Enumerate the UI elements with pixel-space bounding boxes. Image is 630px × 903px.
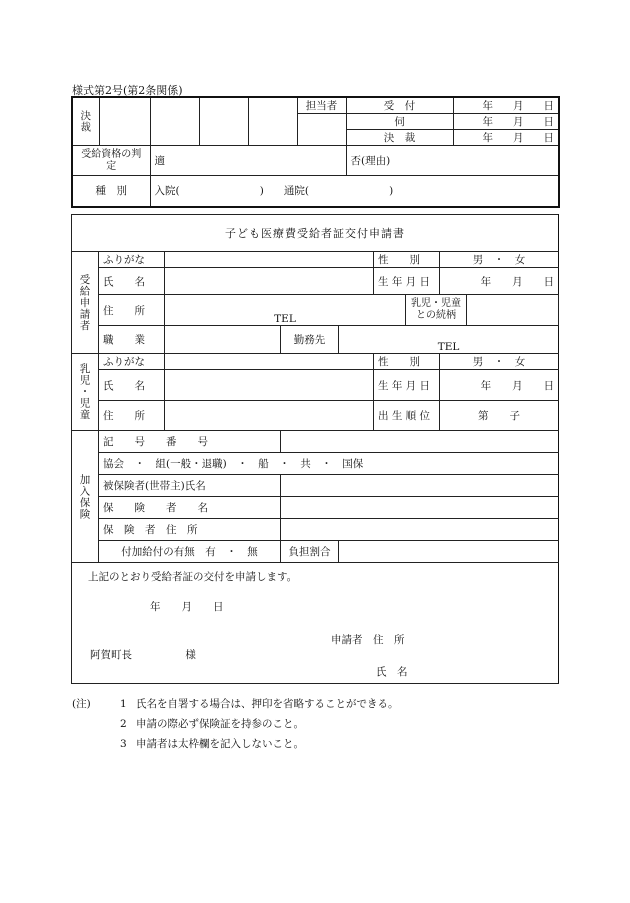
child-name-label: 氏 名 (99, 370, 165, 401)
child-address-field[interactable] (165, 401, 374, 431)
child-gender-label: 性 別 (374, 354, 440, 370)
child-address-label: 住 所 (99, 401, 165, 431)
ineligible-option[interactable]: 否(理由) (346, 146, 559, 176)
application-form-table (71, 214, 559, 684)
note-number: 3 (120, 738, 127, 750)
occupation-field[interactable] (165, 326, 281, 354)
note-text: 氏名を自署する場合は、押印を省略することができる。 (136, 698, 399, 710)
approval-label: 決裁 (72, 97, 99, 146)
decision-label: 決 裁 (346, 130, 453, 146)
eligibility-label: 受給資格の判定 (72, 146, 150, 176)
child-gender-field[interactable]: 男 ・ 女 (440, 354, 559, 370)
applicant-name-label: 氏 名 (99, 268, 165, 295)
inquiry-date[interactable]: 年 月 日 (453, 114, 559, 130)
insured-name-label: 被保険者(世帯主)氏名 (99, 475, 281, 497)
applicant-name-caption: 氏 名 (376, 666, 408, 678)
insurer-name-label: 保 険 者 名 (99, 497, 281, 519)
decision-date[interactable]: 年 月 日 (453, 130, 559, 146)
approval-stamp-2[interactable] (150, 97, 199, 146)
relation-label: 乳児・児童との続柄 (406, 295, 467, 326)
outpatient-option[interactable]: 通院( (283, 185, 309, 198)
inquiry-label: 伺 (346, 114, 453, 130)
applicant-gender-field[interactable]: 男 ・ 女 (440, 252, 559, 268)
applicant-furigana-field[interactable] (165, 252, 374, 268)
child-furigana-label: ふりがな (99, 354, 165, 370)
workplace-label: 勤務先 (281, 326, 339, 354)
form-title: 子ども医療費受給者証交付申請書 (72, 215, 559, 252)
note-number: 2 (120, 718, 127, 730)
additional-benefit-options[interactable]: 付加給付の有無 有 ・ 無 (99, 541, 281, 563)
applicant-section-label: 受給申請者 (72, 252, 99, 354)
applicant-address-label: 住 所 (99, 295, 165, 326)
inpatient-option[interactable]: 入院( (154, 185, 180, 198)
applicant-address-caption: 申請者 住 所 (331, 634, 405, 646)
birth-order-field[interactable]: 第 子 (440, 401, 559, 431)
notes (72, 694, 399, 754)
applicant-tel-label: TEL (274, 313, 296, 325)
insurance-type-options[interactable]: 協会 ・ 組(一般・退職) ・ 船 ・ 共 ・ 国保 (99, 453, 559, 475)
approval-stamp-1[interactable] (99, 97, 150, 146)
burden-ratio-field[interactable] (339, 541, 559, 563)
insurance-number-label: 記 号 番 号 (99, 431, 281, 453)
handler-stamp[interactable] (297, 114, 346, 146)
child-birthdate-label: 生 年 月 日 (374, 370, 440, 401)
applicant-furigana-label: ふりがな (99, 252, 165, 268)
insurance-number-field[interactable] (281, 431, 559, 453)
applicant-gender-label: 性 別 (374, 252, 440, 268)
insurer-address-label: 保 険 者 住 所 (99, 519, 281, 541)
child-name-field[interactable] (165, 370, 374, 401)
declaration-statement: 上記のとおり受給者証の交付を申請します。 (88, 571, 298, 583)
type-options[interactable]: 入院( ) 通院( ) (150, 176, 559, 207)
child-furigana-field[interactable] (165, 354, 374, 370)
insurer-name-field[interactable] (281, 497, 559, 519)
addressee: 阿賀町長 様 (90, 649, 196, 661)
note-text: 申請の際必ず保険証を持参のこと。 (136, 718, 304, 730)
note-number: 1 (120, 698, 127, 710)
child-birthdate-field[interactable]: 年 月 日 (440, 370, 559, 401)
applicant-birthdate-field[interactable]: 年 月 日 (440, 268, 559, 295)
declaration-area (72, 563, 559, 684)
declaration-date[interactable]: 年 月 日 (150, 601, 224, 613)
birth-order-label: 出 生 順 位 (374, 401, 440, 431)
applicant-address-field[interactable] (165, 295, 406, 326)
insurer-address-field[interactable] (281, 519, 559, 541)
workplace-field[interactable] (339, 326, 559, 354)
insurance-section-label: 加入保険 (72, 431, 99, 563)
insured-name-field[interactable] (281, 475, 559, 497)
note-text: 申請者は太枠欄を記入しないこと。 (136, 738, 304, 750)
occupation-label: 職 業 (99, 326, 165, 354)
type-label: 種 別 (72, 176, 150, 207)
receipt-label: 受 付 (346, 97, 453, 114)
form-caption: 様式第2号(第2条関係) (72, 84, 183, 97)
burden-ratio-label: 負担割合 (281, 541, 339, 563)
handler-label: 担当者 (297, 97, 346, 114)
applicant-birthdate-label: 生 年 月 日 (374, 268, 440, 295)
eligible-option[interactable]: 適 (150, 146, 346, 176)
approval-stamp-4[interactable] (248, 97, 297, 146)
receipt-date[interactable]: 年 月 日 (453, 97, 559, 114)
applicant-name-field[interactable] (165, 268, 374, 295)
child-section-label: 乳児・児童 (72, 354, 99, 431)
workplace-tel-label: TEL (437, 341, 460, 353)
office-use-table (71, 96, 560, 208)
approval-stamp-3[interactable] (199, 97, 248, 146)
notes-label: (注) (72, 698, 91, 710)
relation-field[interactable] (467, 295, 559, 326)
